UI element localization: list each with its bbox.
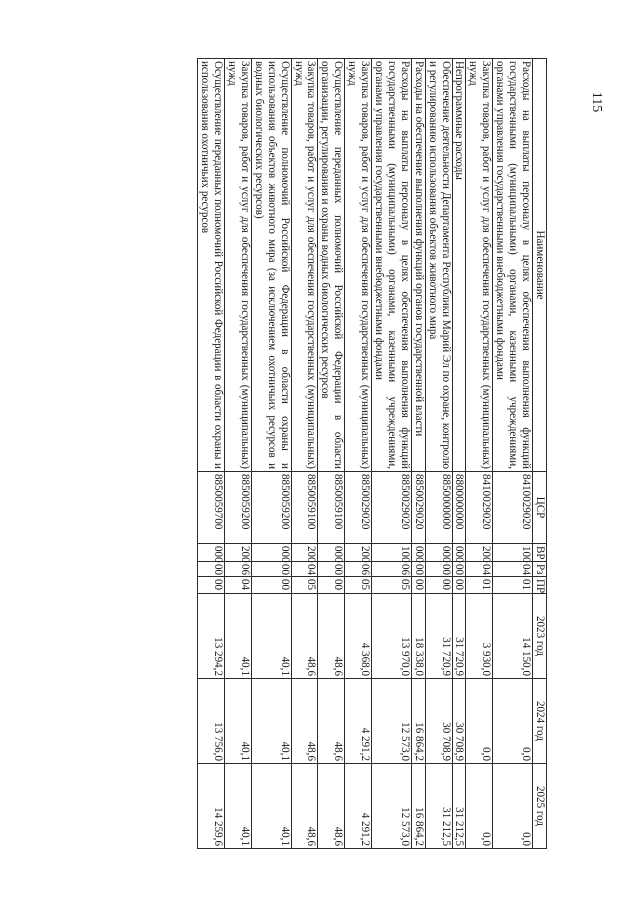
header-csr: ЦСР <box>533 472 547 544</box>
cell-2025: 40,1 <box>225 764 252 849</box>
cell-csr: 8410029020 <box>466 472 493 544</box>
cell-vr: 000 <box>198 544 225 562</box>
cell-rz: 00 <box>198 562 225 577</box>
cell-2023: 48,6 <box>291 594 318 679</box>
cell-pr: 05 <box>345 577 372 594</box>
cell-2024: 12 573,0 <box>372 679 412 764</box>
cell-2025: 0,0 <box>466 764 493 849</box>
cell-2024: 40,1 <box>225 679 252 764</box>
cell-2025: 48,6 <box>318 764 345 849</box>
cell-pr: 00 <box>425 577 452 594</box>
cell-rz: 06 <box>225 562 252 577</box>
cell-csr: 8850029020 <box>372 472 412 544</box>
cell-rz: 04 <box>493 562 533 577</box>
cell-2025: 31 212,5 <box>452 764 466 849</box>
table-row <box>225 59 252 849</box>
cell-rz: 04 <box>291 562 318 577</box>
cell-2023: 31 720,9 <box>452 594 466 679</box>
table-row <box>318 59 345 849</box>
cell-2025: 14 259,6 <box>198 764 225 849</box>
cell-name: Закупка товаров, работ и услуг для обеспечения государственных (муниципальных) нужд <box>225 59 252 472</box>
cell-name: Закупка товаров, работ и услуг для обеспечения государственных (муниципальных) нужд <box>466 59 493 472</box>
header-name: Наименование <box>533 59 547 472</box>
cell-pr: 00 <box>198 577 225 594</box>
cell-csr: 8410029020 <box>493 472 533 544</box>
cell-name: Расходы на выплаты персоналу в целях обеспечения выполнения функций государственными (муниципальными) органами, казенными учреждениями, органами управления государственными внебюджетными фондами <box>493 59 533 472</box>
header-rz: Рз <box>533 562 547 577</box>
cell-2023: 14 150,0 <box>493 594 533 679</box>
cell-2024: 0,0 <box>466 679 493 764</box>
cell-pr: 00 <box>251 577 291 594</box>
cell-csr: 8800000000 <box>452 472 466 544</box>
header-2023: 2023 год <box>533 594 547 679</box>
cell-rz: 00 <box>452 562 466 577</box>
cell-name: Расходы на выплаты персоналу в целях обеспечения выполнения функций государственными (муниципальными) органами, казенными учреждениями, органами управления государственными внебюджетными фондами <box>372 59 412 472</box>
cell-2023: 40,1 <box>225 594 252 679</box>
cell-pr: 00 <box>318 577 345 594</box>
cell-2024: 4 291,2 <box>345 679 372 764</box>
cell-2024: 16 864,2 <box>411 679 425 764</box>
table-row <box>452 59 466 849</box>
cell-2023: 18 338,0 <box>411 594 425 679</box>
cell-2025: 40,1 <box>251 764 291 849</box>
cell-vr: 000 <box>452 544 466 562</box>
cell-2025: 31 212,5 <box>425 764 452 849</box>
cell-vr: 000 <box>318 544 345 562</box>
table-row <box>493 59 533 849</box>
table-row <box>466 59 493 849</box>
cell-rz: 00 <box>251 562 291 577</box>
cell-2023: 40,1 <box>251 594 291 679</box>
cell-pr: 04 <box>225 577 252 594</box>
header-vr: ВР <box>533 544 547 562</box>
cell-rz: 00 <box>425 562 452 577</box>
cell-2024: 30 708,9 <box>452 679 466 764</box>
cell-csr: 8850059200 <box>251 472 291 544</box>
cell-csr: 8850029020 <box>345 472 372 544</box>
cell-2025: 4 291,2 <box>345 764 372 849</box>
cell-2025: 48,6 <box>291 764 318 849</box>
cell-vr: 200 <box>225 544 252 562</box>
table-row <box>411 59 425 849</box>
cell-2023: 13 294,2 <box>198 594 225 679</box>
cell-pr: 00 <box>452 577 466 594</box>
cell-2024: 30 708,9 <box>425 679 452 764</box>
cell-pr: 01 <box>493 577 533 594</box>
cell-pr: 05 <box>291 577 318 594</box>
cell-2025: 0,0 <box>493 764 533 849</box>
cell-2024: 0,0 <box>493 679 533 764</box>
table-header-row <box>533 59 547 849</box>
cell-2024: 13 756,0 <box>198 679 225 764</box>
rotated-table-wrapper <box>95 58 547 848</box>
cell-2024: 48,6 <box>318 679 345 764</box>
cell-rz: 06 <box>345 562 372 577</box>
cell-2023: 13 970,0 <box>372 594 412 679</box>
cell-pr: 00 <box>411 577 425 594</box>
cell-csr: 8850059100 <box>291 472 318 544</box>
cell-2025: 12 573,0 <box>372 764 412 849</box>
cell-name: Расходы на обеспечение выполнения функций органов государственной власти <box>411 59 425 472</box>
page-number: 115 <box>589 91 604 113</box>
cell-vr: 100 <box>372 544 412 562</box>
cell-vr: 000 <box>251 544 291 562</box>
cell-name: Осуществление переданных полномочий Российской Федерации в области охраны и использования охотничьих ресурсов <box>198 59 225 472</box>
cell-vr: 100 <box>493 544 533 562</box>
cell-vr: 000 <box>425 544 452 562</box>
table-row <box>251 59 291 849</box>
budget-table <box>197 58 547 849</box>
table-row <box>291 59 318 849</box>
cell-2023: 48,6 <box>318 594 345 679</box>
cell-2024: 48,6 <box>291 679 318 764</box>
cell-rz: 00 <box>318 562 345 577</box>
cell-name: Закупка товаров, работ и услуг для обеспечения государственных (муниципальных) нужд <box>345 59 372 472</box>
table-row <box>425 59 452 849</box>
table-row <box>198 59 225 849</box>
table-row <box>372 59 412 849</box>
cell-2023: 3 930,0 <box>466 594 493 679</box>
cell-pr: 01 <box>466 577 493 594</box>
cell-name: Осуществление полномочий Российской Федерации в области охраны и использования объектов животного мира (за исключением охотничьих ресурсов и водных биологических ресурсов) <box>251 59 291 472</box>
cell-csr: 8850059200 <box>225 472 252 544</box>
cell-2023: 31 720,9 <box>425 594 452 679</box>
cell-csr: 8850000000 <box>425 472 452 544</box>
table-row <box>345 59 372 849</box>
cell-vr: 000 <box>411 544 425 562</box>
cell-name: Закупка товаров, работ и услуг для обеспечения государственных (муниципальных) нужд <box>291 59 318 472</box>
cell-vr: 200 <box>466 544 493 562</box>
cell-2025: 16 864,2 <box>411 764 425 849</box>
table-body <box>198 59 533 849</box>
cell-rz: 06 <box>372 562 412 577</box>
cell-csr: 8850059700 <box>198 472 225 544</box>
header-pr: ПР <box>533 577 547 594</box>
cell-name: Непрограммные расходы <box>452 59 466 472</box>
cell-pr: 05 <box>372 577 412 594</box>
cell-vr: 200 <box>291 544 318 562</box>
cell-vr: 200 <box>345 544 372 562</box>
header-2025: 2025 год <box>533 764 547 849</box>
cell-rz: 04 <box>466 562 493 577</box>
cell-rz: 00 <box>411 562 425 577</box>
cell-csr: 8850059100 <box>318 472 345 544</box>
cell-name: Осуществление переданных полномочий Российской Федерации в области организации, регулирования и охраны водных биологических ресурсов <box>318 59 345 472</box>
cell-2023: 4 368,0 <box>345 594 372 679</box>
header-2024: 2024 год <box>533 679 547 764</box>
cell-name: Обеспечение деятельности Департамента Республики Марий Эл по охране, контролю и регулированию использования объектов животного мира <box>425 59 452 472</box>
cell-2024: 40,1 <box>251 679 291 764</box>
cell-csr: 8850029020 <box>411 472 425 544</box>
